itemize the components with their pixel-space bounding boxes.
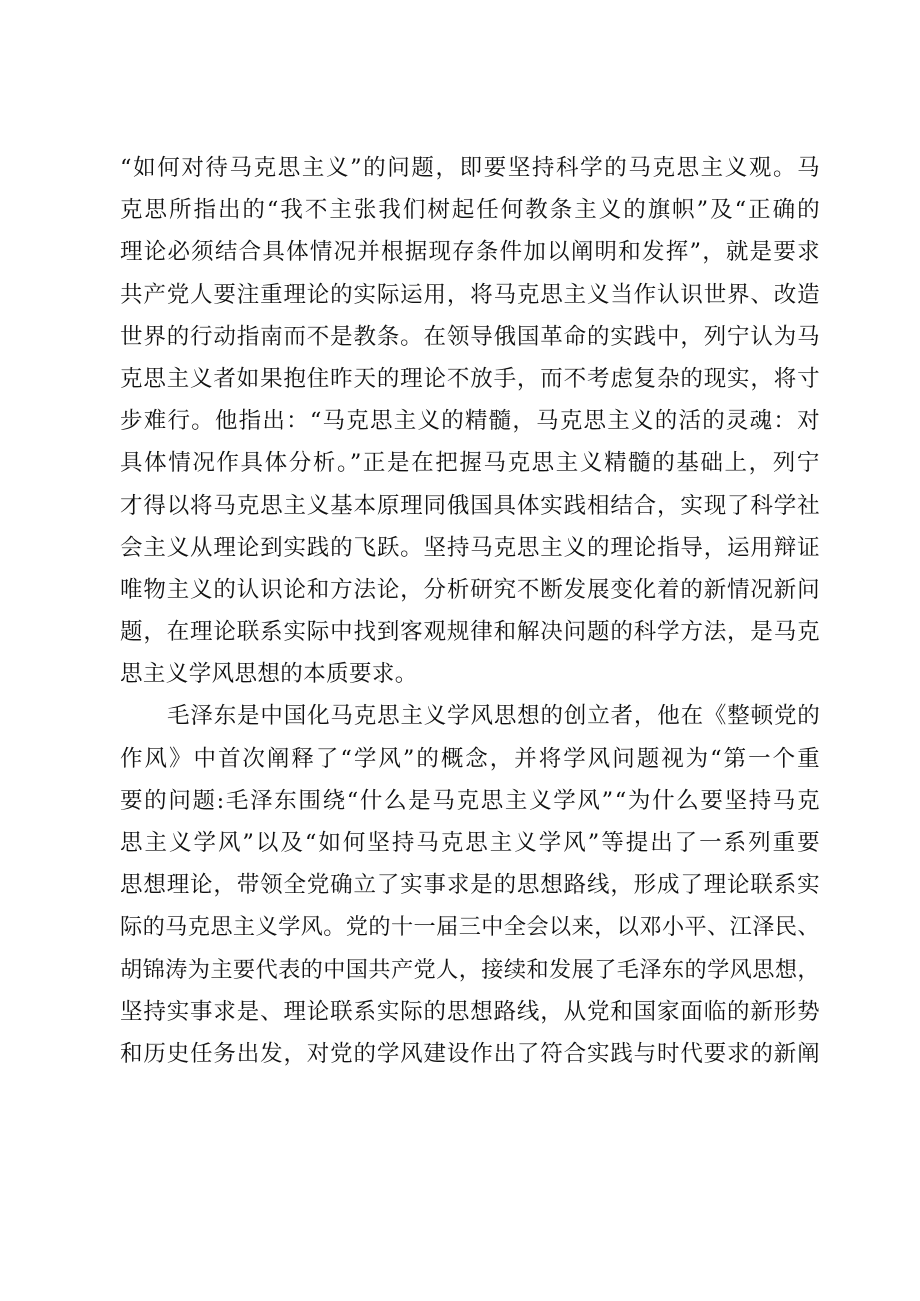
text-line: 克思所指出的“我不主张我们树起任何教条主义的旗帜”及“正确的 bbox=[120, 197, 822, 224]
text-line: 和历史任务出发，对党的学风建设作出了符合实践与时代要求的新阐 bbox=[120, 1040, 821, 1067]
text-line: 具体情况作具体分析。”正是在把握马克思主义精髓的基础上，列宁 bbox=[120, 450, 821, 477]
text-line: “如何对待马克思主义”的问题，即要坚持科学的马克思主义观。马 bbox=[120, 155, 822, 181]
text-line: 胡锦涛为主要代表的中国共产党人，接续和发展了毛泽东的学风思想， bbox=[120, 956, 820, 983]
text-line: 会主义从理论到实践的飞跃。坚持马克思主义的理论指导，运用辩证 bbox=[120, 534, 821, 561]
text-line: 克思主义者如果抱住昨天的理论不放手，而不考虑复杂的现实，将寸 bbox=[120, 365, 821, 392]
text-line: 毛泽东是中国化马克思主义学风思想的创立者，他在《整顿党的 bbox=[167, 703, 821, 730]
paragraph-2 bbox=[120, 695, 820, 1075]
text-line: 要的问题:毛泽东围绕“什么是马克思主义学风”“为什么要坚持马克 bbox=[120, 787, 822, 814]
text-line: 步难行。他指出：“马克思主义的精髓，马克思主义的活的灵魂：对 bbox=[120, 408, 821, 435]
text-line: 作风》中首次阐释了“学风”的概念，并将学风问题视为“第一个重 bbox=[120, 745, 822, 772]
text-line: 思主义学风思想的本质要求。 bbox=[120, 661, 418, 688]
body-text bbox=[120, 147, 820, 1075]
text-line: 理论必须结合具体情况并根据现存条件加以阐明和发挥”，就是要求 bbox=[120, 239, 821, 266]
paragraph-1 bbox=[120, 147, 820, 695]
text-line: 坚持实事求是、理论联系实际的思想路线，从党和国家面临的新形势 bbox=[120, 998, 821, 1025]
text-line: 才得以将马克思主义基本原理同俄国具体实践相结合，实现了科学社 bbox=[120, 492, 821, 519]
text-line: 世界的行动指南而不是教条。在领导俄国革命的实践中，列宁认为马 bbox=[120, 323, 821, 350]
text-line: 共产党人要注重理论的实际运用，将马克思主义当作认识世界、改造 bbox=[120, 281, 821, 308]
text-line: 题，在理论联系实际中找到客观规律和解决问题的科学方法，是马克 bbox=[120, 619, 821, 646]
text-line: 思主义学风”以及“如何坚持马克思主义学风”等提出了一系列重要 bbox=[120, 830, 822, 856]
text-line: 唯物主义的认识论和方法论，分析研究不断发展变化着的新情况新问 bbox=[120, 576, 821, 603]
text-line: 际的马克思主义学风。党的十一届三中全会以来，以邓小平、江泽民、 bbox=[120, 914, 820, 941]
text-line: 思想理论，带领全党确立了实事求是的思想路线，形成了理论联系实 bbox=[120, 872, 821, 899]
